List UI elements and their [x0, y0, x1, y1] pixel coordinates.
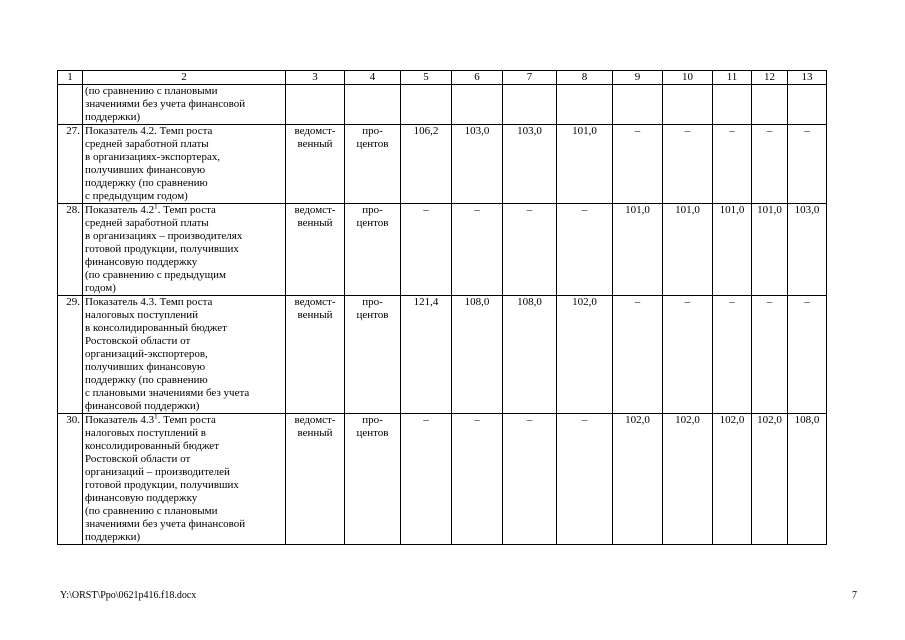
indicator-text-line: значениями без учета финансовой [85, 98, 246, 110]
value-cell: 101,0 [713, 204, 752, 296]
header-cell: 8 [557, 71, 613, 85]
unit-text: центов [356, 309, 389, 321]
header-cell: 12 [752, 71, 788, 85]
indicator-text-line: Показатель 4.3. Темп роста [85, 296, 213, 308]
value-cell [788, 85, 827, 125]
unit-text: центов [356, 427, 389, 439]
indicator-text-line: . Темп роста [157, 204, 216, 216]
value-cell: – [713, 125, 752, 204]
indicator-text-line: поддержки) [85, 531, 141, 543]
value-cell: 103,0 [452, 125, 503, 204]
indicator-table [57, 70, 827, 545]
value-cell: 103,0 [503, 125, 557, 204]
header-cell: 9 [613, 71, 663, 85]
source-text: венный [297, 217, 333, 229]
unit-cell [345, 204, 401, 296]
table-row [58, 125, 827, 204]
indicator-text-line: в консолидированный бюджет [85, 322, 227, 334]
value-cell: – [663, 296, 713, 414]
row-number: 29. [58, 296, 83, 414]
source-text: венный [297, 309, 333, 321]
value-cell: 102,0 [663, 414, 713, 545]
row-number: 28. [58, 204, 83, 296]
value-cell: – [557, 204, 613, 296]
source-text: ведомст- [294, 414, 336, 426]
unit-text: про- [362, 414, 383, 426]
table-row [58, 85, 827, 125]
indicator-text-line: годом) [85, 282, 116, 294]
footer-page-number: 7 [852, 590, 857, 601]
footnote-marker: 1 [154, 202, 158, 211]
value-cell: 108,0 [452, 296, 503, 414]
source-cell [286, 85, 345, 125]
value-cell: – [752, 125, 788, 204]
table-row [58, 414, 827, 545]
value-cell: – [788, 125, 827, 204]
indicator-text-line: Показатель 4.3 [85, 414, 155, 426]
value-cell: 101,0 [557, 125, 613, 204]
indicator-text-line: Ростовской области от [85, 453, 191, 465]
source-cell [286, 296, 345, 414]
indicator-text-line: . Темп роста [157, 414, 216, 426]
value-cell: – [401, 414, 452, 545]
indicator-text [83, 85, 286, 125]
source-text: венный [297, 138, 333, 150]
value-cell: – [788, 296, 827, 414]
footer-file-path: Y:\ORST\Ppo\0621p416.f18.docx [60, 590, 197, 601]
indicator-text-line: средней заработной платы [85, 217, 209, 229]
indicator-text-line: средней заработной платы [85, 138, 209, 150]
indicator-text-line: получивших финансовую [85, 361, 206, 373]
value-cell: 102,0 [613, 414, 663, 545]
value-cell: 106,2 [401, 125, 452, 204]
value-cell: 108,0 [788, 414, 827, 545]
value-cell [752, 85, 788, 125]
header-row [58, 71, 827, 85]
source-text: ведомст- [294, 296, 336, 308]
value-cell: – [452, 204, 503, 296]
header-cell: 13 [788, 71, 827, 85]
value-cell: – [401, 204, 452, 296]
value-cell: – [557, 414, 613, 545]
table-row [58, 204, 827, 296]
row-number: 27. [58, 125, 83, 204]
indicator-text-line: консолидированный бюджет [85, 440, 219, 452]
footnote-marker: 1 [154, 412, 158, 421]
indicator-text-line: Показатель 4.2 [85, 204, 155, 216]
header-cell: 7 [503, 71, 557, 85]
row-number [58, 85, 83, 125]
source-text: венный [297, 427, 333, 439]
source-text: ведомст- [294, 204, 336, 216]
header-cell: 3 [286, 71, 345, 85]
indicator-text-line: налоговых поступлений [85, 309, 199, 321]
indicator-text-line: готовой продукции, получивших [85, 479, 239, 491]
indicator-text-line: финансовую поддержку [85, 492, 198, 504]
value-cell: – [752, 296, 788, 414]
value-cell: – [503, 414, 557, 545]
indicator-text-line: с предыдущим годом) [85, 190, 188, 202]
header-cell: 10 [663, 71, 713, 85]
value-cell: 101,0 [663, 204, 713, 296]
unit-text: центов [356, 217, 389, 229]
value-cell: – [613, 125, 663, 204]
value-cell: – [663, 125, 713, 204]
indicator-text-line: поддержку (по сравнению [85, 374, 208, 386]
value-cell [503, 85, 557, 125]
header-cell: 4 [345, 71, 401, 85]
indicator-text-line: готовой продукции, получивших [85, 243, 239, 255]
unit-text: про- [362, 296, 383, 308]
value-cell: 108,0 [503, 296, 557, 414]
header-cell: 1 [58, 71, 83, 85]
indicator-text-line: финансовую поддержку [85, 256, 198, 268]
indicator-text-line: Показатель 4.2. Темп роста [85, 125, 213, 137]
indicator-text-line: поддержку (по сравнению [85, 177, 208, 189]
indicator-text [83, 296, 286, 414]
indicator-text-line: организаций – производителей [85, 466, 230, 478]
value-cell: 121,4 [401, 296, 452, 414]
header-cell: 11 [713, 71, 752, 85]
indicator-text [83, 414, 286, 545]
value-cell: – [452, 414, 503, 545]
value-cell: 101,0 [752, 204, 788, 296]
value-cell: – [613, 296, 663, 414]
indicator-text-line: значениями без учета финансовой [85, 518, 246, 530]
unit-cell [345, 414, 401, 545]
indicator-text [83, 125, 286, 204]
indicator-text [83, 204, 286, 296]
value-cell [613, 85, 663, 125]
value-cell: 103,0 [788, 204, 827, 296]
value-cell: 101,0 [613, 204, 663, 296]
unit-text: центов [356, 138, 389, 150]
indicator-text-line: (по сравнению с плановыми [85, 85, 218, 97]
unit-text: про- [362, 204, 383, 216]
table-row [58, 296, 827, 414]
indicator-text-line: получивших финансовую [85, 164, 206, 176]
indicator-text-line: в организациях-экспортерах, [85, 151, 221, 163]
indicator-text-line: (по сравнению с плановыми [85, 505, 218, 517]
unit-cell [345, 85, 401, 125]
indicator-text-line: (по сравнению с предыдущим [85, 269, 226, 281]
source-cell [286, 414, 345, 545]
value-cell: 102,0 [557, 296, 613, 414]
unit-cell [345, 296, 401, 414]
indicator-text-line: финансовой поддержки) [85, 400, 200, 412]
unit-text: про- [362, 125, 383, 137]
indicator-text-line: Ростовской области от [85, 335, 191, 347]
source-cell [286, 204, 345, 296]
header-cell: 6 [452, 71, 503, 85]
indicator-text-line: налоговых поступлений в [85, 427, 206, 439]
value-cell: – [713, 296, 752, 414]
value-cell [663, 85, 713, 125]
row-number: 30. [58, 414, 83, 545]
unit-cell [345, 125, 401, 204]
value-cell [713, 85, 752, 125]
indicator-text-line: организаций-экспортеров, [85, 348, 208, 360]
indicator-text-line: с плановыми значениями без учета [85, 387, 250, 399]
header-cell: 5 [401, 71, 452, 85]
source-cell [286, 125, 345, 204]
value-cell [452, 85, 503, 125]
value-cell [557, 85, 613, 125]
value-cell: 102,0 [713, 414, 752, 545]
indicator-text-line: в организациях – производителях [85, 230, 243, 242]
value-cell: – [503, 204, 557, 296]
value-cell: 102,0 [752, 414, 788, 545]
header-cell: 2 [83, 71, 286, 85]
value-cell [401, 85, 452, 125]
indicator-text-line: поддержки) [85, 111, 141, 123]
source-text: ведомст- [294, 125, 336, 137]
